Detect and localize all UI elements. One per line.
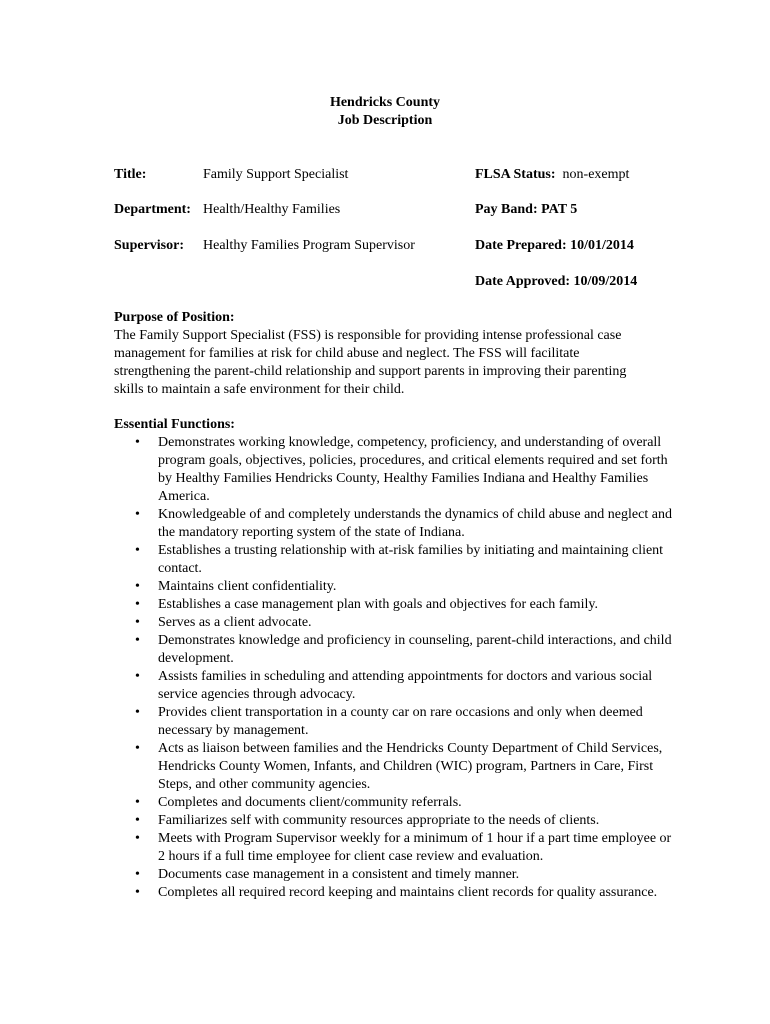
function-text: Demonstrates working knowledge, competency, proficiency, and understanding of overall program goals, objectives, policies, procedures, and critical elements required and set forth by Healthy Families Hendricks County, Healthy Families Indiana and Healthy Families America. <box>158 435 668 504</box>
date-prepared-field <box>475 237 634 255</box>
bullet-icon: • <box>135 579 140 594</box>
function-item <box>114 506 674 542</box>
function-text: Knowledgeable of and completely understands the dynamics of child abuse and neglect and the mandatory reporting system of the state of Indiana. <box>158 507 672 540</box>
date-approved-label: Date Approved: <box>475 274 571 289</box>
essential-functions-heading: Essential Functions: <box>114 417 235 432</box>
bullet-icon: • <box>135 813 140 828</box>
bullet-icon: • <box>135 885 140 900</box>
title-label: Title: <box>114 167 147 182</box>
payband-value: PAT 5 <box>541 202 578 217</box>
date-approved-value: 10/09/2014 <box>573 274 638 289</box>
purpose-section <box>114 309 659 399</box>
function-text: Completes and documents client/community referrals. <box>158 795 462 810</box>
bullet-icon: • <box>135 507 140 522</box>
flsa-label: FLSA Status: <box>475 167 556 182</box>
department-label: Department: <box>114 202 191 217</box>
function-item <box>114 434 674 506</box>
function-item <box>114 668 674 704</box>
function-text: Acts as liaison between families and the Hendricks County Department of Child Services, Hendricks County Women, Infants, and Children (WIC) program, Partners in Care, First Steps, and other community agencies. <box>158 741 663 792</box>
function-item <box>114 812 674 830</box>
bullet-icon: • <box>135 543 140 558</box>
bullet-icon: • <box>135 615 140 630</box>
function-text: Establishes a case management plan with goals and objectives for each family. <box>158 597 598 612</box>
function-item <box>114 884 674 902</box>
bullet-icon: • <box>135 435 140 450</box>
purpose-text: The Family Support Specialist (FSS) is responsible for providing intense professional case management for families at risk for child abuse and neglect. The FSS will facilitate strengthening the parent-child relationship and support parents in improving their parenting skills to maintain a safe environment for their child. <box>114 328 627 397</box>
essential-functions-section <box>114 416 674 902</box>
bullet-icon: • <box>135 795 140 810</box>
function-item <box>114 614 674 632</box>
payband-field <box>475 201 577 219</box>
function-text: Demonstrates knowledge and proficiency in counseling, parent-child interactions, and child development. <box>158 633 672 666</box>
department-value: Health/Healthy Families <box>203 202 341 217</box>
bullet-icon: • <box>135 597 140 612</box>
org-heading: Hendricks County <box>329 95 441 110</box>
supervisor-value: Healthy Families Program Supervisor <box>203 238 415 253</box>
function-item <box>114 794 674 812</box>
date-approved-field <box>475 273 637 291</box>
function-text: Familiarizes self with community resources appropriate to the needs of clients. <box>158 813 600 828</box>
purpose-heading: Purpose of Position: <box>114 310 235 325</box>
flsa-field <box>475 166 629 184</box>
function-text: Provides client transportation in a county car on rare occasions and only when deemed necessary by management. <box>158 705 643 738</box>
bullet-icon: • <box>135 669 140 684</box>
flsa-value: non-exempt <box>562 167 630 182</box>
function-item <box>114 596 674 614</box>
payband-label: Pay Band: <box>475 202 538 217</box>
bullet-icon: • <box>135 867 140 882</box>
function-item <box>114 632 674 668</box>
doc-type-heading: Job Description <box>337 113 433 128</box>
function-item <box>114 542 674 578</box>
function-item <box>114 830 674 866</box>
function-text: Serves as a client advocate. <box>158 615 312 630</box>
essential-functions-list <box>114 434 674 902</box>
date-prepared-label: Date Prepared: <box>475 238 567 253</box>
bullet-icon: • <box>135 705 140 720</box>
function-text: Documents case management in a consistent and timely manner. <box>158 867 520 882</box>
function-text: Maintains client confidentiality. <box>158 579 337 594</box>
function-text: Establishes a trusting relationship with at-risk families by initiating and maintaining client contact. <box>158 543 664 576</box>
bullet-icon: • <box>135 831 140 846</box>
function-item <box>114 740 674 794</box>
function-item <box>114 704 674 740</box>
bullet-icon: • <box>135 741 140 756</box>
function-text: Completes all required record keeping and maintains client records for quality assurance. <box>158 885 658 900</box>
bullet-icon: • <box>135 633 140 648</box>
function-text: Assists families in scheduling and attending appointments for doctors and various social service agencies through advocacy. <box>158 669 653 702</box>
function-item <box>114 866 674 884</box>
function-text: Meets with Program Supervisor weekly for a minimum of 1 hour if a part time employee or 2 hours if a full time employee for client case review and evaluation. <box>158 831 672 864</box>
title-value: Family Support Specialist <box>203 167 349 182</box>
date-prepared-value: 10/01/2014 <box>570 238 634 253</box>
function-item <box>114 578 674 596</box>
supervisor-label: Supervisor: <box>114 238 184 253</box>
